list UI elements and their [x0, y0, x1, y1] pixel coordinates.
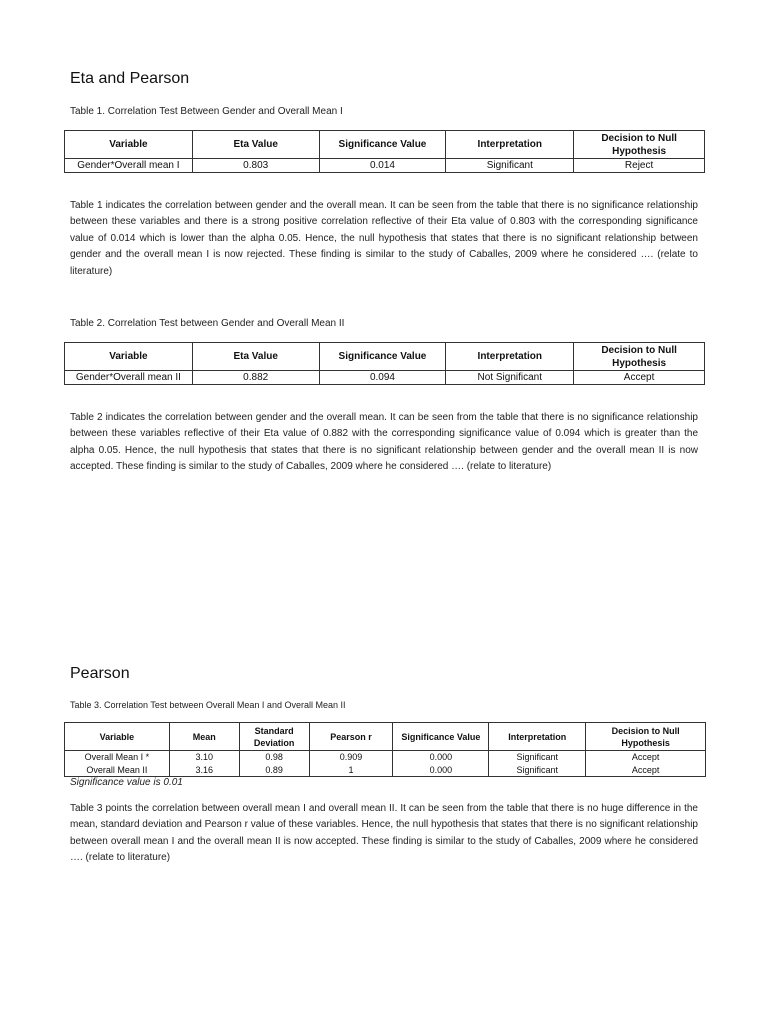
- paragraph-table3: Table 3 points the correlation between overall mean I and overall mean II. It can be seen from the table that there is no huge difference in the mean, standard deviation and Pearson r value of these variables. Hence, the null hypothesis that states that there is no significant relationship between overall mean I and the overall mean II is now accepted. These finding is similar to the study of Caballes, 2009 where he considered …. (relate to literature): [70, 803, 698, 864]
- section-heading-pearson: Pearson: [70, 665, 130, 682]
- table3-cell: Accept: [586, 751, 706, 764]
- table3-caption: Table 3. Correlation Test between Overall Mean I and Overall Mean II: [70, 700, 346, 710]
- table3-header-cell: Standard Deviation: [239, 723, 309, 751]
- table2-header-cell: Interpretation: [446, 343, 574, 371]
- paragraph-table1: Table 1 indicates the correlation between gender and the overall mean. It can be seen from the table that there is no significance relationship between these variables and there is a strong positive correlation reflective of their Eta value of 0.803 with the corresponding significance value of 0.014 which is lower than the alpha 0.05. Hence, the null hypothesis that states that there is no significant relationship between gender and the overall mean I is now rejected. These finding is similar to the study of Caballes, 2009 where he considered …. (relate to literature): [70, 200, 698, 277]
- table3-header-cell: Significance Value: [393, 723, 489, 751]
- table3-cell: Significant: [489, 751, 586, 764]
- table3-header-cell: Pearson r: [309, 723, 393, 751]
- table2-cell: Not Significant: [446, 371, 574, 385]
- table2-cell: 0.094: [319, 371, 446, 385]
- table3-cell: 0.909: [309, 751, 393, 764]
- table-row: [65, 751, 706, 764]
- table2-cell: Accept: [574, 371, 705, 385]
- table1-header-cell: Decision to Null Hypothesis: [574, 131, 705, 159]
- significance-note: Significance value is 0.01: [70, 777, 183, 788]
- table3-header-cell: Decision to Null Hypothesis: [586, 723, 706, 751]
- table1-cell: 0.014: [319, 159, 446, 173]
- section-heading-eta-pearson: Eta and Pearson: [70, 70, 190, 87]
- table2-caption: Table 2. Correlation Test between Gender and Overall Mean II: [70, 318, 345, 329]
- table3: [64, 722, 706, 777]
- table1-cell: Significant: [446, 159, 574, 173]
- table3-cell: 0.000: [393, 751, 489, 764]
- table1-header-cell: Interpretation: [446, 131, 574, 159]
- table3-cell: 0.89: [239, 764, 309, 777]
- table3-cell: Overall Mean I *: [65, 751, 170, 764]
- table1-header-cell: Significance Value: [319, 131, 446, 159]
- table1-caption: Table 1. Correlation Test Between Gender and Overall Mean I: [70, 106, 343, 117]
- table3-cell: 3.10: [169, 751, 239, 764]
- table-row: [65, 371, 705, 385]
- table3-cell: Accept: [586, 764, 706, 777]
- table3-cell: 3.16: [169, 764, 239, 777]
- table1-header-row: [65, 131, 705, 159]
- paragraph-table2: Table 2 indicates the correlation between gender and the overall mean. It can be seen from the table that there is no significance relationship between these variables reflective of their Eta value of 0.882 with the corresponding significance value of 0.094 which is greater than the alpha 0.05. Hence, the null hypothesis that states that there is no significant relationship between gender and the overall mean II is now accepted. These finding is similar to the study of Caballes, 2009 where he considered …. (relate to literature): [70, 412, 698, 473]
- table2-header-cell: Eta Value: [192, 343, 319, 371]
- table3-cell: 0.98: [239, 751, 309, 764]
- table3-cell: Overall Mean II: [65, 764, 170, 777]
- table2-header-row: [65, 343, 705, 371]
- table3-cell: 0.000: [393, 764, 489, 777]
- table2-header-cell: Decision to Null Hypothesis: [574, 343, 705, 371]
- table1-cell: 0.803: [192, 159, 319, 173]
- table1: [64, 130, 705, 173]
- table3-cell: 1: [309, 764, 393, 777]
- table1-header-cell: Eta Value: [192, 131, 319, 159]
- table3-header-row: [65, 723, 706, 751]
- table2-cell: Gender*Overall mean II: [65, 371, 193, 385]
- table2-cell: 0.882: [192, 371, 319, 385]
- table2: [64, 342, 705, 385]
- table3-header-cell: Interpretation: [489, 723, 586, 751]
- table3-header-cell: Mean: [169, 723, 239, 751]
- table3-header-cell: Variable: [65, 723, 170, 751]
- table1-cell: Reject: [574, 159, 705, 173]
- table1-cell: Gender*Overall mean I: [65, 159, 193, 173]
- table2-header-cell: Variable: [65, 343, 193, 371]
- table2-header-cell: Significance Value: [319, 343, 446, 371]
- table1-header-cell: Variable: [65, 131, 193, 159]
- table-row: [65, 159, 705, 173]
- table3-cell: Significant: [489, 764, 586, 777]
- table-row: [65, 764, 706, 777]
